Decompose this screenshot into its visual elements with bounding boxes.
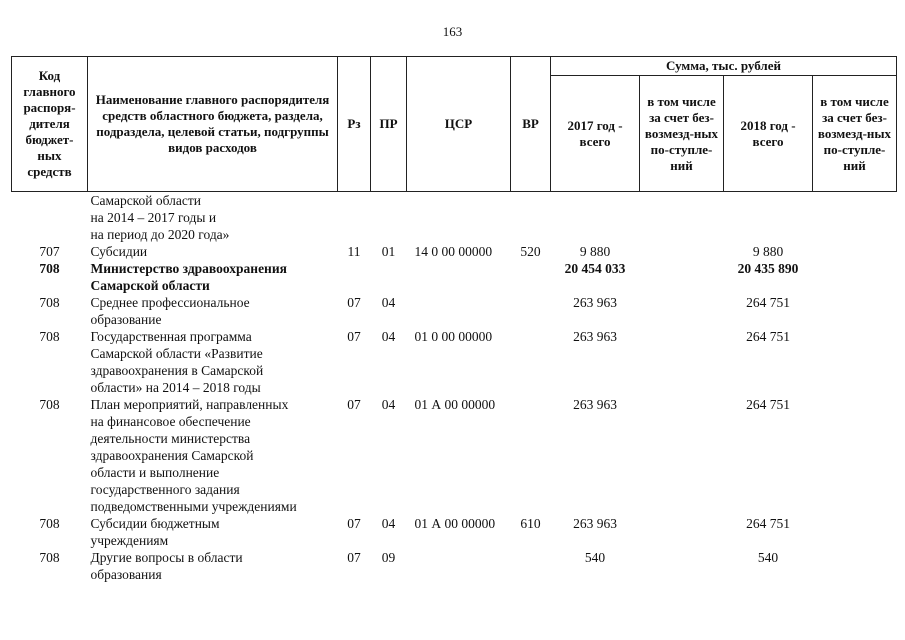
row-name: План мероприятий, направленных на финансовое обеспечение деятельности министерства здравоохранения Самарской области и выполнение государственного задания подведомственными учреждениями	[90, 397, 297, 514]
row-2018-grant	[813, 515, 897, 549]
row-rz: 07	[347, 516, 361, 531]
row-name: Субсидии	[90, 244, 148, 259]
table-row	[12, 328, 897, 396]
row-2017-grant	[640, 515, 724, 549]
table-row	[12, 243, 897, 260]
header-name: Наименование главного распорядителя средств областного бюджета, раздела, подраздела, целевой статьи, подгруппы видов расходов	[88, 57, 338, 192]
header-csr: ЦСР	[407, 57, 511, 192]
row-code: 707	[39, 244, 60, 259]
row-rz: 07	[347, 295, 361, 310]
table-row	[12, 396, 897, 515]
row-name: Другие вопросы в области образования	[90, 550, 243, 582]
row-name: Министерство здравоохранения Самарской области	[90, 261, 287, 293]
row-csr	[407, 294, 511, 328]
row-2017-grant	[640, 328, 724, 396]
row-2017-total: 263 963	[573, 397, 617, 412]
row-pr	[371, 260, 407, 294]
row-2018-total: 264 751	[746, 516, 790, 531]
row-2017-grant	[640, 294, 724, 328]
row-2017-grant	[640, 243, 724, 260]
header-rz: Рз	[338, 57, 371, 192]
row-2018-total: 264 751	[746, 295, 790, 310]
row-2017-grant	[640, 192, 724, 244]
row-vr	[511, 396, 551, 515]
row-csr	[407, 192, 511, 244]
row-2018-grant	[813, 549, 897, 583]
table-row	[12, 294, 897, 328]
row-2017-grant	[640, 260, 724, 294]
row-2018-total: 9 880	[752, 244, 784, 259]
row-2018-grant	[813, 243, 897, 260]
row-name: Государственная программа Самарской области «Развитие здравоохранения в Самарской области» на 2014 – 2018 годы	[90, 329, 264, 395]
row-2018-total: 540	[757, 550, 779, 565]
row-2018-total	[724, 192, 813, 244]
row-2017-total	[551, 192, 640, 244]
row-name: Среднее профессиональное образование	[90, 295, 250, 327]
header-vr: ВР	[511, 57, 551, 192]
row-code: 708	[39, 329, 60, 344]
row-2018-grant	[813, 192, 897, 244]
row-vr: 610	[520, 516, 541, 531]
row-2017-total: 263 963	[573, 329, 617, 344]
header-2018-grant: в том числе за счет без-возмезд-ных по-ступле-ний	[813, 76, 897, 192]
row-pr	[371, 192, 407, 244]
header-2017-grant: в том числе за счет без-возмезд-ных по-ступле-ний	[640, 76, 724, 192]
row-vr	[511, 192, 551, 244]
row-2017-total: 20 454 033	[564, 261, 626, 276]
table-row	[12, 515, 897, 549]
row-vr: 520	[520, 244, 541, 259]
row-2018-grant	[813, 294, 897, 328]
row-rz: 07	[347, 397, 361, 412]
header-2018-total: 2018 год - всего	[724, 76, 813, 192]
row-name: Субсидии бюджетным учреждениям	[90, 516, 220, 548]
row-2018-total: 264 751	[746, 397, 790, 412]
table-row	[12, 192, 897, 244]
row-code: 708	[39, 516, 60, 531]
row-vr	[511, 549, 551, 583]
row-2018-total: 264 751	[746, 329, 790, 344]
row-csr	[407, 260, 511, 294]
row-vr	[511, 260, 551, 294]
row-code: 708	[39, 550, 60, 565]
header-code: Код главного распоря-дителя бюджет-ных средств	[12, 57, 88, 192]
table-header	[12, 57, 897, 192]
row-pr: 04	[381, 516, 396, 531]
row-code: 708	[39, 295, 60, 310]
row-csr: 01 0 00 00000	[414, 329, 493, 344]
row-name: Самарской области на 2014 – 2017 годы и на период до 2020 года»	[90, 193, 230, 242]
table-row	[12, 260, 897, 294]
row-code	[12, 192, 88, 244]
row-2017-total: 263 963	[573, 295, 617, 310]
table-row	[12, 549, 897, 583]
row-2018-grant	[813, 396, 897, 515]
row-csr: 01 А 00 00000	[414, 397, 496, 412]
row-2017-grant	[640, 549, 724, 583]
row-rz	[338, 260, 371, 294]
row-2017-total: 263 963	[573, 516, 617, 531]
budget-table	[11, 56, 897, 583]
row-rz: 07	[347, 329, 361, 344]
row-2018-grant	[813, 328, 897, 396]
row-code: 708	[39, 261, 60, 276]
row-pr: 04	[381, 329, 396, 344]
row-code: 708	[39, 397, 60, 412]
page-number: 163	[442, 24, 463, 39]
row-2017-grant	[640, 396, 724, 515]
header-2017-total: 2017 год - всего	[551, 76, 640, 192]
row-pr: 04	[381, 397, 396, 412]
row-csr: 14 0 00 00000	[414, 244, 493, 259]
table-body	[12, 192, 897, 584]
row-vr	[511, 328, 551, 396]
row-pr: 04	[381, 295, 396, 310]
row-rz: 07	[347, 550, 361, 565]
row-rz: 11	[347, 244, 361, 259]
header-pr: ПР	[371, 57, 407, 192]
row-pr: 09	[381, 550, 396, 565]
row-2018-grant	[813, 260, 897, 294]
row-vr	[511, 294, 551, 328]
row-2018-total: 20 435 890	[737, 261, 799, 276]
row-2017-total: 9 880	[579, 244, 611, 259]
row-pr: 01	[381, 244, 396, 259]
header-sum-group: Сумма, тыс. рублей	[551, 57, 897, 76]
row-csr: 01 А 00 00000	[414, 516, 496, 531]
row-rz	[338, 192, 371, 244]
row-csr	[407, 549, 511, 583]
row-2017-total: 540	[584, 550, 606, 565]
